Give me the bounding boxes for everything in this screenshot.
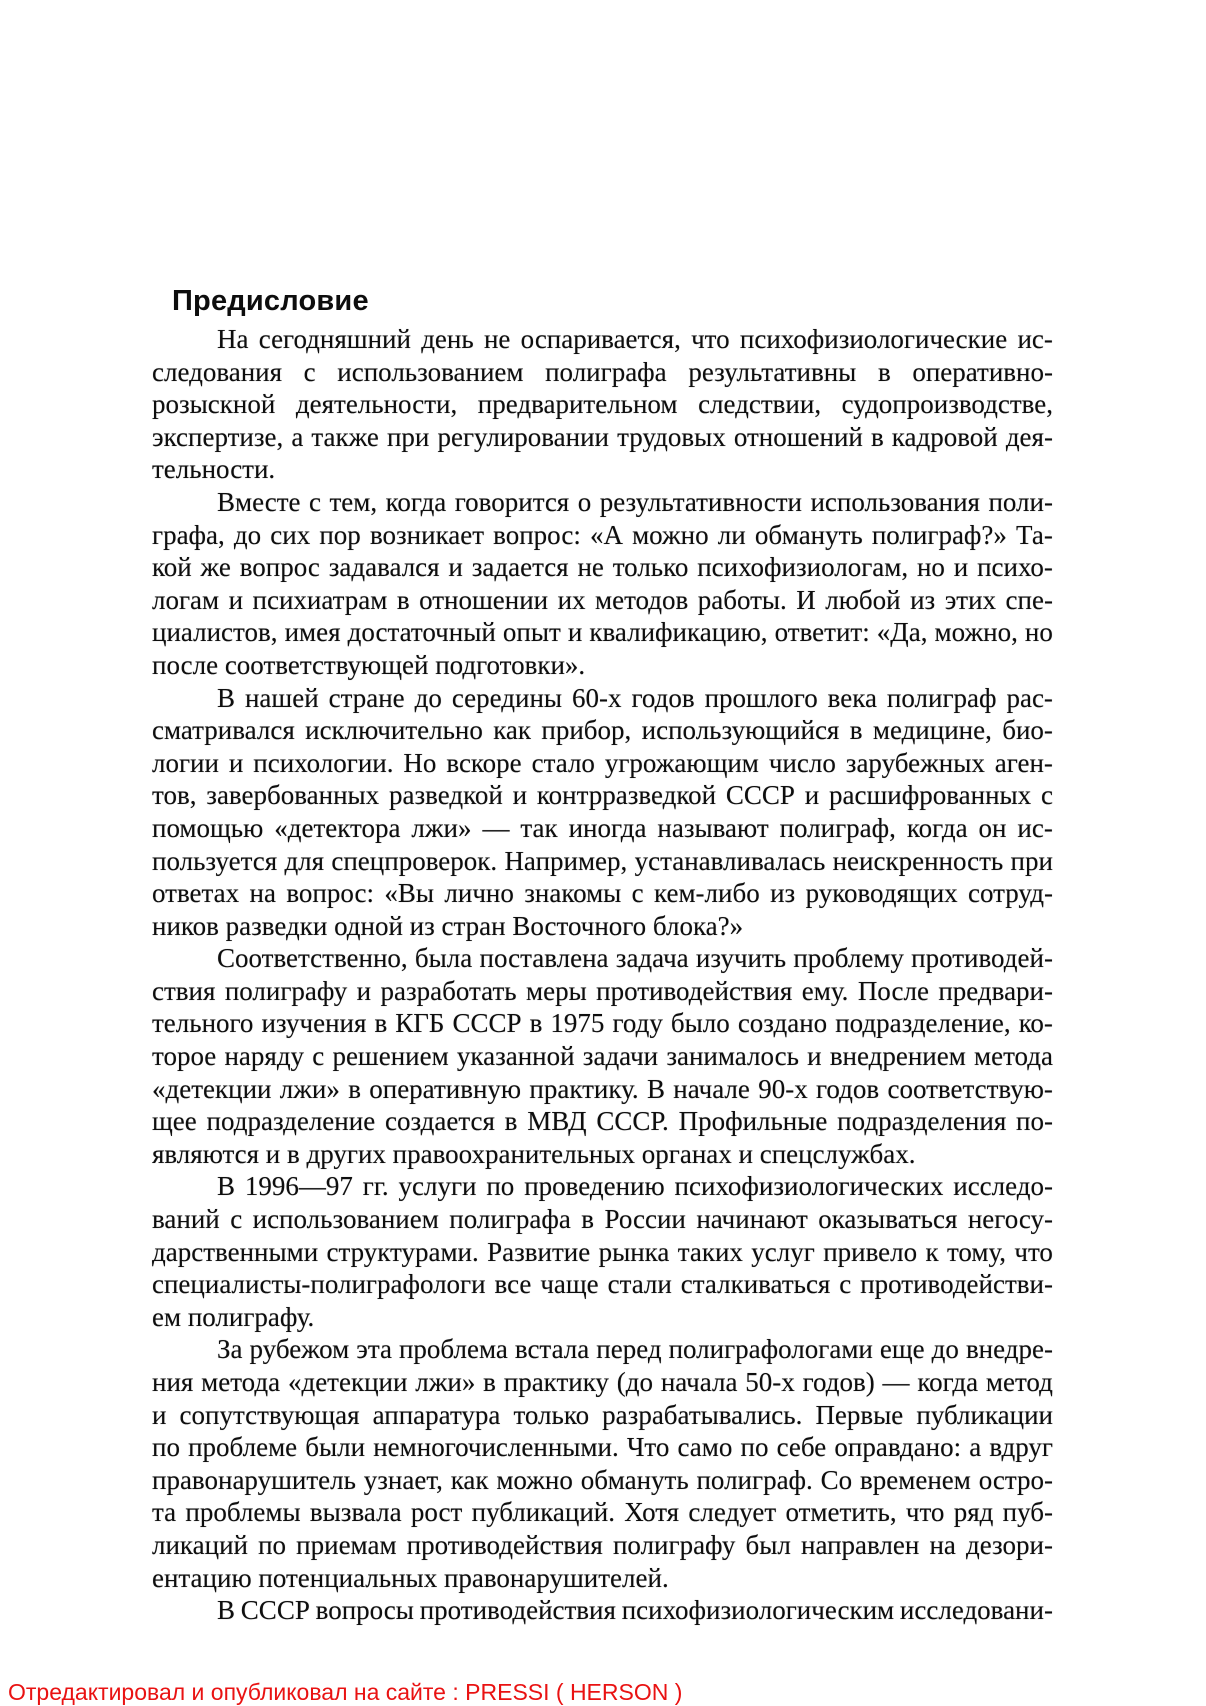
page-heading: Предисловие <box>172 285 369 317</box>
text-line: пользуется для спецпроверок. Например, устанавливалась неискренность при <box>152 845 1053 876</box>
text-line: торое наряду с решением указанной задачи занималось и внедрением метода <box>152 1041 1053 1072</box>
text-line: та проблемы вызвала рост публикаций. Хотя следует отметить, что ряд пуб- <box>152 1497 1053 1528</box>
text-line: правонарушитель узнает, как можно обмануть полиграф. Со временем остро- <box>152 1464 1053 1495</box>
text-line: логам и психиатрам в отношении их методов работы. И любой из этих спе- <box>152 584 1053 615</box>
text-line: являются и в других правоохранительных органах и спецслужбах. <box>152 1138 916 1169</box>
text-line: логии и психологии. Но вскоре стало угрожающим число зарубежных аген- <box>152 747 1053 778</box>
text-line: дарственными структурами. Развитие рынка таких услуг привело к тому, что <box>152 1236 1053 1267</box>
text-line: графа, до сих пор возникает вопрос: «А можно ли обмануть полиграф?» Та- <box>152 519 1053 550</box>
text-line: тельности. <box>152 454 276 485</box>
text-line: тов, завербованных разведкой и контрразведкой СССР и расшифрованных с <box>152 780 1053 811</box>
text-line: ентацию потенциальных правонарушителей. <box>152 1562 669 1593</box>
text-line: На сегодняшний день не оспаривается, что психофизиологические ис- <box>217 324 1053 354</box>
text-line: За рубежом эта проблема встала перед полиграфологами еще до внедре- <box>217 1334 1053 1365</box>
text-line: Соответственно, была поставлена задача изучить проблему противодей- <box>217 943 1053 974</box>
text-line: сматривался исключительно как прибор, использующийся в медицине, био- <box>152 715 1053 746</box>
text-line: «детекции лжи» в оперативную практику. В начале 90-х годов соответствую- <box>152 1073 1053 1104</box>
page-text <box>152 323 1053 1627</box>
text-line: щее подразделение создается в МВД СССР. Профильные подразделения по- <box>152 1106 1053 1137</box>
text-line: ния метода «детекции лжи» в практику (до начала 50-х годов) — когда метод <box>152 1367 1053 1397</box>
text-line: ваний с использованием полиграфа в России начинают оказываться негосу- <box>152 1204 1053 1235</box>
text-line: помощью «детектора лжи» — так иногда называют полиграф, когда он ис- <box>152 812 1053 843</box>
text-line: ствия полиграфу и разработать меры противодействия ему. После предвари- <box>152 975 1053 1006</box>
text-line: ликаций по приемам противодействия полиграфу был направлен на дезори- <box>152 1529 1053 1560</box>
text-line: экспертизе, а также при регулировании трудовых отношений в кадровой дея- <box>152 421 1053 452</box>
text-line: по проблеме были немногочисленными. Что само по себе оправдано: а вдруг <box>152 1432 1053 1463</box>
text-line: циалистов, имея достаточный опыт и квалификацию, ответит: «Да, можно, но <box>152 617 1053 648</box>
text-line: и сопутствующая аппаратура только разрабатывались. Первые публикации <box>152 1399 1053 1430</box>
text-line: ем полиграфу. <box>152 1301 315 1332</box>
text-line: ответах на вопрос: «Вы лично знакомы с кем-либо из руководящих сотруд- <box>152 878 1053 909</box>
footer-note: Отредактировал и опубликовал на сайте : PRESSI ( HERSON ) <box>8 1679 683 1705</box>
text-line: В нашей стране до середины 60-х годов прошлого века полиграф рас- <box>217 682 1053 713</box>
text-line: кой же вопрос задавался и задается не только психофизиологам, но и психо- <box>152 552 1053 583</box>
text-line: следования с использованием полиграфа результативны в оперативно- <box>152 356 1053 387</box>
text-line: розыскной деятельности, предварительном следствии, судопроизводстве, <box>152 389 1053 420</box>
text-line: специалисты-полиграфологи все чаще стали сталкиваться с противодействи- <box>152 1269 1053 1300</box>
text-line: В СССР вопросы противодействия психофизиологическим исследовани- <box>217 1595 1053 1626</box>
text-line: Вместе с тем, когда говорится о результативности использования поли- <box>217 486 1053 517</box>
text-line: ников разведки одной из стран Восточного блока?» <box>152 910 744 941</box>
text-line: тельного изучения в КГБ СССР в 1975 году было создано подразделение, ко- <box>152 1008 1053 1039</box>
text-line: В 1996—97 гг. услуги по проведению психофизиологических исследо- <box>217 1171 1053 1202</box>
text-line: после соответствующей подготовки». <box>152 649 586 680</box>
